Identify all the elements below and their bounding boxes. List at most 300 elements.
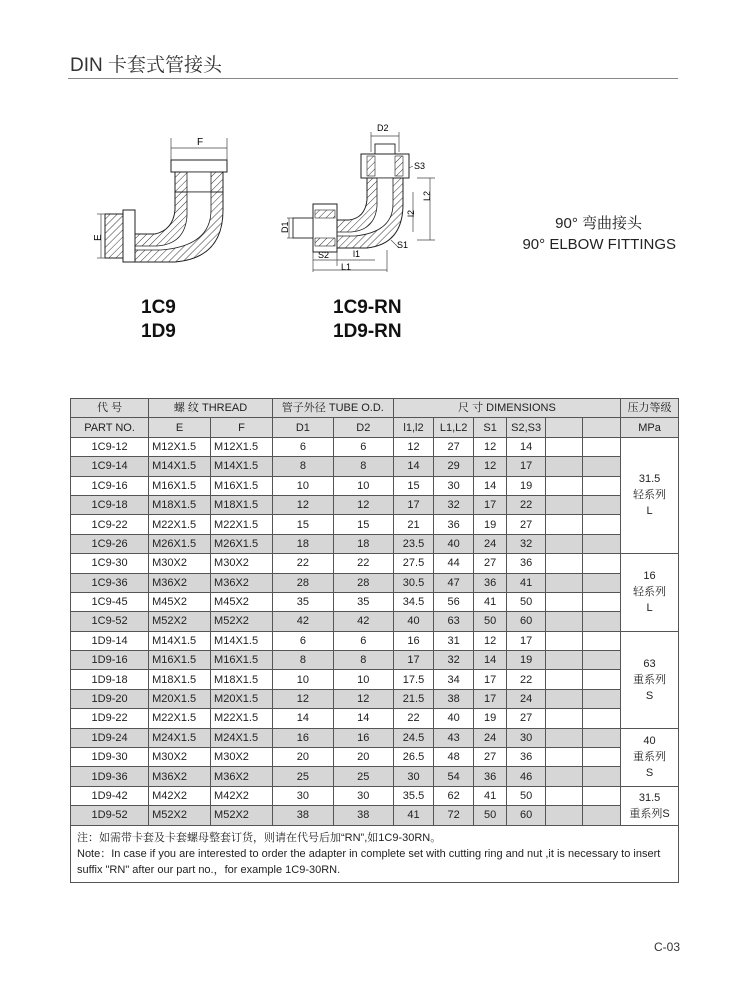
pressure-value: 40	[643, 735, 656, 748]
table-row	[71, 728, 679, 747]
table-cell	[545, 728, 583, 747]
table-cell: 63	[434, 612, 474, 631]
table-cell: 47	[434, 573, 474, 592]
table-cell: M24X1.5	[149, 728, 211, 747]
table-cell: 28	[333, 573, 393, 592]
table-cell: 1D9-30	[71, 748, 149, 767]
dim-label-l2: L2	[422, 190, 432, 201]
pressure-series: 轻系列	[633, 489, 667, 502]
table-cell: 30	[333, 786, 393, 805]
table-cell: 12	[272, 689, 333, 708]
pressure-letter: L	[646, 505, 653, 518]
table-cell: 12	[473, 437, 506, 456]
table-cell: 8	[272, 651, 333, 670]
table-cell: 8	[333, 457, 393, 476]
table-cell: M14X1.5	[149, 457, 211, 476]
caption-en: 90° ELBOW FITTINGS	[522, 236, 676, 253]
table-row	[71, 554, 679, 573]
table-cell	[545, 689, 583, 708]
table-cell: 36	[473, 573, 506, 592]
pressure-letter: S	[645, 767, 654, 780]
table-cell: 24.5	[393, 728, 434, 747]
table-row	[71, 495, 679, 514]
pressure-group-cell	[621, 437, 679, 553]
table-cell	[583, 709, 621, 728]
table-cell: 8	[272, 457, 333, 476]
dim-label-f: F	[197, 137, 204, 148]
table-cell	[583, 748, 621, 767]
table-cell: 16	[393, 631, 434, 650]
dim-label-d2: D2	[377, 123, 389, 133]
pressure-letter: L	[646, 602, 653, 615]
table-cell: 32	[434, 495, 474, 514]
table-cell: M18X1.5	[211, 495, 273, 514]
table-row	[71, 437, 679, 456]
table-cell: 35	[333, 592, 393, 611]
table-cell: 38	[434, 689, 474, 708]
note-row	[71, 825, 679, 882]
table-cell	[545, 786, 583, 805]
table-cell: M36X2	[149, 573, 211, 592]
table-cell: 1D9-14	[71, 631, 149, 650]
table-cell: 14	[393, 457, 434, 476]
table-cell: 36	[434, 515, 474, 534]
table-cell: M16X1.5	[149, 476, 211, 495]
pressure-group-cell	[621, 631, 679, 728]
table-cell: 22	[333, 554, 393, 573]
table-cell: 41	[473, 592, 506, 611]
table-cell: 38	[272, 806, 333, 825]
table-cell: M52X2	[211, 806, 273, 825]
table-cell: 1D9-18	[71, 670, 149, 689]
table-cell: 20	[272, 748, 333, 767]
table-cell	[583, 592, 621, 611]
table-cell: 17	[393, 651, 434, 670]
table-cell: 10	[333, 476, 393, 495]
table-cell	[583, 495, 621, 514]
table-cell: 35.5	[393, 786, 434, 805]
table-cell	[583, 573, 621, 592]
table-cell: 17	[507, 457, 546, 476]
table-cell: 36	[473, 767, 506, 786]
table-cell	[583, 437, 621, 456]
title-rule	[68, 78, 678, 79]
model-1c9-rn: 1C9-RN	[333, 297, 402, 318]
table-cell: 1C9-52	[71, 612, 149, 631]
table-cell	[545, 515, 583, 534]
header-cell: E	[149, 418, 211, 437]
table-cell: 23.5	[393, 534, 434, 553]
table-cell: M26X1.5	[149, 534, 211, 553]
table-cell: 60	[507, 612, 546, 631]
table-cell: 6	[272, 437, 333, 456]
table-cell	[583, 670, 621, 689]
header-cell: D1	[272, 418, 333, 437]
dim-label-i1: l1	[353, 249, 361, 259]
table-cell: 1C9-22	[71, 515, 149, 534]
table-cell	[545, 573, 583, 592]
table-cell: 22	[393, 709, 434, 728]
table-cell	[583, 651, 621, 670]
table-cell	[545, 651, 583, 670]
table-cell: 1C9-30	[71, 554, 149, 573]
table-cell: 27	[507, 515, 546, 534]
pressure-value: 16	[643, 570, 656, 583]
table-cell	[545, 495, 583, 514]
table-cell	[545, 554, 583, 573]
note-en: Note：In case if you are interested to order the adapter in complete set with cutting ring and nut ,it is necessary to insert suffix "RN" after our part no.，for example 1C9-30RN.	[77, 847, 661, 876]
table-cell: 72	[434, 806, 474, 825]
header-cell: l1,l2	[393, 418, 434, 437]
table-row	[71, 573, 679, 592]
table-cell: 27	[473, 748, 506, 767]
table-cell	[583, 689, 621, 708]
table-cell	[545, 592, 583, 611]
dim-label-d1: D1	[280, 221, 290, 233]
table-cell: 40	[434, 534, 474, 553]
table-cell: 1D9-52	[71, 806, 149, 825]
table-cell: 18	[272, 534, 333, 553]
table-cell: 32	[434, 651, 474, 670]
table-cell: 27.5	[393, 554, 434, 573]
table-cell	[583, 554, 621, 573]
model-1c9: 1C9	[141, 297, 176, 318]
header-cell: F	[211, 418, 273, 437]
table-cell: 12	[393, 437, 434, 456]
table-cell: 44	[434, 554, 474, 573]
header-cell	[545, 418, 583, 437]
table-cell: M18X1.5	[149, 670, 211, 689]
table-cell: 25	[333, 767, 393, 786]
table-cell: 1D9-42	[71, 786, 149, 805]
fitting-caption	[522, 213, 676, 255]
table-cell: 18	[333, 534, 393, 553]
table-row	[71, 534, 679, 553]
table-cell: 19	[507, 476, 546, 495]
table-cell: M30X2	[149, 554, 211, 573]
table-cell: 30	[507, 728, 546, 747]
table-cell: 24	[473, 534, 506, 553]
table-cell: 15	[333, 515, 393, 534]
table-cell	[545, 457, 583, 476]
table-cell: 62	[434, 786, 474, 805]
table-cell: 35	[272, 592, 333, 611]
header-row-2	[71, 418, 679, 437]
header-cell: PART NO.	[71, 418, 149, 437]
table-cell: 30	[393, 767, 434, 786]
table-cell: 10	[272, 670, 333, 689]
table-cell: M26X1.5	[211, 534, 273, 553]
table-cell: M18X1.5	[149, 495, 211, 514]
table-row	[71, 651, 679, 670]
note-cell	[71, 825, 679, 882]
table-cell: 8	[333, 651, 393, 670]
table-cell: 1C9-14	[71, 457, 149, 476]
header-cell: S2,S3	[507, 418, 546, 437]
table-cell	[545, 476, 583, 495]
header-cell: D2	[333, 418, 393, 437]
table-cell: 21	[393, 515, 434, 534]
table-cell: M20X1.5	[149, 689, 211, 708]
table-cell: 17	[507, 631, 546, 650]
table-cell: 14	[507, 437, 546, 456]
table-cell: 12	[333, 495, 393, 514]
table-cell: 16	[333, 728, 393, 747]
header-dims: 尺 寸 DIMENSIONS	[393, 399, 620, 418]
table-cell	[545, 670, 583, 689]
pressure-value: 63	[643, 657, 656, 670]
elbow-drawing-1c9-rn	[275, 120, 445, 275]
table-cell: 16	[272, 728, 333, 747]
table-cell: M42X2	[149, 786, 211, 805]
table-cell: 20	[333, 748, 393, 767]
table-cell: 6	[272, 631, 333, 650]
table-cell: 40	[393, 612, 434, 631]
table-cell	[583, 612, 621, 631]
pressure-value: 31.5	[638, 473, 661, 486]
table-cell: 19	[507, 651, 546, 670]
header-cell	[583, 418, 621, 437]
table-cell	[583, 515, 621, 534]
table-cell: 50	[473, 806, 506, 825]
table-cell: 54	[434, 767, 474, 786]
pressure-series: 重系列	[633, 673, 667, 686]
table-cell: M36X2	[211, 573, 273, 592]
table-cell: 1C9-26	[71, 534, 149, 553]
table-cell: 17.5	[393, 670, 434, 689]
table-cell: 14	[272, 709, 333, 728]
table-cell: 50	[473, 612, 506, 631]
table-cell: 27	[507, 709, 546, 728]
table-cell: M14X1.5	[211, 631, 273, 650]
table-cell: 31	[434, 631, 474, 650]
table-cell: 1D9-20	[71, 689, 149, 708]
dim-label-i2: l2	[406, 209, 416, 217]
table-cell: M30X2	[211, 554, 273, 573]
table-cell: 22	[507, 670, 546, 689]
table-cell: M16X1.5	[211, 476, 273, 495]
note-cn: 注：如需带卡套及卡套螺母整套订货，则请在代号后加“RN”,如1C9-30RN。	[77, 831, 442, 844]
page-title: DIN 卡套式管接头	[70, 55, 223, 76]
table-cell	[545, 612, 583, 631]
table-cell: M22X1.5	[149, 709, 211, 728]
pressure-group-cell	[621, 728, 679, 786]
table-cell: 19	[473, 709, 506, 728]
table-row	[71, 631, 679, 650]
table-cell: 1D9-16	[71, 651, 149, 670]
spec-table	[70, 398, 679, 883]
table-cell: M12X1.5	[149, 437, 211, 456]
table-cell: 6	[333, 437, 393, 456]
table-cell: 6	[333, 631, 393, 650]
table-cell: 50	[507, 592, 546, 611]
table-cell	[545, 767, 583, 786]
table-cell: 15	[393, 476, 434, 495]
table-cell	[583, 728, 621, 747]
table-cell: 15	[272, 515, 333, 534]
table-cell: 17	[393, 495, 434, 514]
model-1d9-rn: 1D9-RN	[333, 321, 402, 342]
table-cell: 1C9-18	[71, 495, 149, 514]
table-cell	[583, 806, 621, 825]
table-cell: 27	[434, 437, 474, 456]
table-cell: 30	[272, 786, 333, 805]
table-cell: 34.5	[393, 592, 434, 611]
table-cell: M14X1.5	[211, 457, 273, 476]
table-cell	[583, 457, 621, 476]
table-cell: 10	[272, 476, 333, 495]
table-cell: M20X1.5	[211, 689, 273, 708]
table-cell: 60	[507, 806, 546, 825]
table-row	[71, 806, 679, 825]
table-cell: 10	[333, 670, 393, 689]
table-cell: M30X2	[149, 748, 211, 767]
pressure-series: 轻系列	[633, 586, 667, 599]
header-cell: L1,L2	[434, 418, 474, 437]
table-cell: 1C9-36	[71, 573, 149, 592]
table-cell: 14	[333, 709, 393, 728]
pressure-letter: S	[645, 689, 654, 702]
table-cell: 12	[473, 631, 506, 650]
table-row	[71, 476, 679, 495]
table-cell: 1D9-24	[71, 728, 149, 747]
table-cell: 50	[507, 786, 546, 805]
table-cell: M24X1.5	[211, 728, 273, 747]
table-cell: 24	[507, 689, 546, 708]
table-cell: 32	[507, 534, 546, 553]
table-cell: 24	[473, 728, 506, 747]
table-row	[71, 592, 679, 611]
table-cell: M45X2	[149, 592, 211, 611]
table-cell	[545, 748, 583, 767]
table-cell	[545, 806, 583, 825]
pressure-value: 31.5	[638, 791, 661, 804]
table-cell: 38	[333, 806, 393, 825]
pressure-series: 重系列	[633, 751, 667, 764]
table-cell: 1C9-45	[71, 592, 149, 611]
table-cell: M16X1.5	[211, 651, 273, 670]
table-cell: 14	[473, 476, 506, 495]
table-cell: 43	[434, 728, 474, 747]
pressure-group-cell	[621, 786, 679, 825]
table-cell: 14	[473, 651, 506, 670]
caption-cn: 90° 弯曲接头	[555, 215, 642, 232]
table-cell: 1C9-12	[71, 437, 149, 456]
table-cell: 41	[393, 806, 434, 825]
table-cell: 30	[434, 476, 474, 495]
table-cell: 41	[473, 786, 506, 805]
table-cell: 21.5	[393, 689, 434, 708]
table-cell: 22	[507, 495, 546, 514]
table-cell: M45X2	[211, 592, 273, 611]
table-row	[71, 748, 679, 767]
table-row	[71, 786, 679, 805]
table-cell	[583, 476, 621, 495]
table-cell: 12	[333, 689, 393, 708]
table-row	[71, 709, 679, 728]
table-cell: 42	[333, 612, 393, 631]
table-cell: M52X2	[149, 806, 211, 825]
table-cell: 25	[272, 767, 333, 786]
header-cell: S1	[473, 418, 506, 437]
table-cell	[583, 534, 621, 553]
pressure-group-cell	[621, 554, 679, 632]
table-cell	[545, 631, 583, 650]
table-cell: 34	[434, 670, 474, 689]
table-cell: 22	[272, 554, 333, 573]
model-1d9: 1D9	[141, 321, 176, 342]
table-cell: 1C9-16	[71, 476, 149, 495]
dim-label-l1: L1	[341, 262, 352, 272]
table-cell	[583, 786, 621, 805]
table-cell: M22X1.5	[211, 515, 273, 534]
table-row	[71, 457, 679, 476]
table-row	[71, 767, 679, 786]
table-cell: 56	[434, 592, 474, 611]
table-cell: M30X2	[211, 748, 273, 767]
table-cell: 41	[507, 573, 546, 592]
dim-label-s3: S3	[414, 161, 426, 171]
table-cell: 36	[507, 748, 546, 767]
table-cell: M16X1.5	[149, 651, 211, 670]
table-cell: 40	[434, 709, 474, 728]
table-cell: 1D9-36	[71, 767, 149, 786]
table-cell: 36	[507, 554, 546, 573]
header-code: 代 号	[71, 399, 149, 418]
table-cell: M52X2	[211, 612, 273, 631]
dim-label-e: E	[93, 234, 104, 241]
dim-label-s2: S2	[318, 250, 330, 260]
table-cell: 17	[473, 670, 506, 689]
table-cell: M36X2	[211, 767, 273, 786]
table-cell: 26.5	[393, 748, 434, 767]
table-cell: 12	[473, 457, 506, 476]
table-row	[71, 515, 679, 534]
table-row	[71, 670, 679, 689]
table-cell: M22X1.5	[211, 709, 273, 728]
table-cell	[545, 437, 583, 456]
table-cell: M12X1.5	[211, 437, 273, 456]
table-row	[71, 612, 679, 631]
elbow-drawing-1c9	[95, 130, 255, 270]
table-cell: M14X1.5	[149, 631, 211, 650]
table-cell: 29	[434, 457, 474, 476]
page-number: C-03	[653, 940, 680, 954]
table-cell: 1D9-22	[71, 709, 149, 728]
header-cell: MPa	[621, 418, 679, 437]
table-cell: 28	[272, 573, 333, 592]
table-cell: M52X2	[149, 612, 211, 631]
table-cell: 42	[272, 612, 333, 631]
table-cell: 12	[272, 495, 333, 514]
table-cell: 30.5	[393, 573, 434, 592]
table-cell: 46	[507, 767, 546, 786]
table-cell: M22X1.5	[149, 515, 211, 534]
table-cell: M18X1.5	[211, 670, 273, 689]
table-row	[71, 689, 679, 708]
header-pressure: 压力等级	[621, 399, 679, 418]
table-cell	[583, 631, 621, 650]
header-tube: 管子外径 TUBE O.D.	[272, 399, 393, 418]
table-cell: 48	[434, 748, 474, 767]
table-cell: 17	[473, 495, 506, 514]
model-label-right	[333, 296, 402, 344]
table-cell: M36X2	[149, 767, 211, 786]
table-cell: 27	[473, 554, 506, 573]
pressure-series: 重系列S	[629, 807, 670, 820]
header-thread: 螺 纹 THREAD	[149, 399, 273, 418]
table-cell: 17	[473, 689, 506, 708]
